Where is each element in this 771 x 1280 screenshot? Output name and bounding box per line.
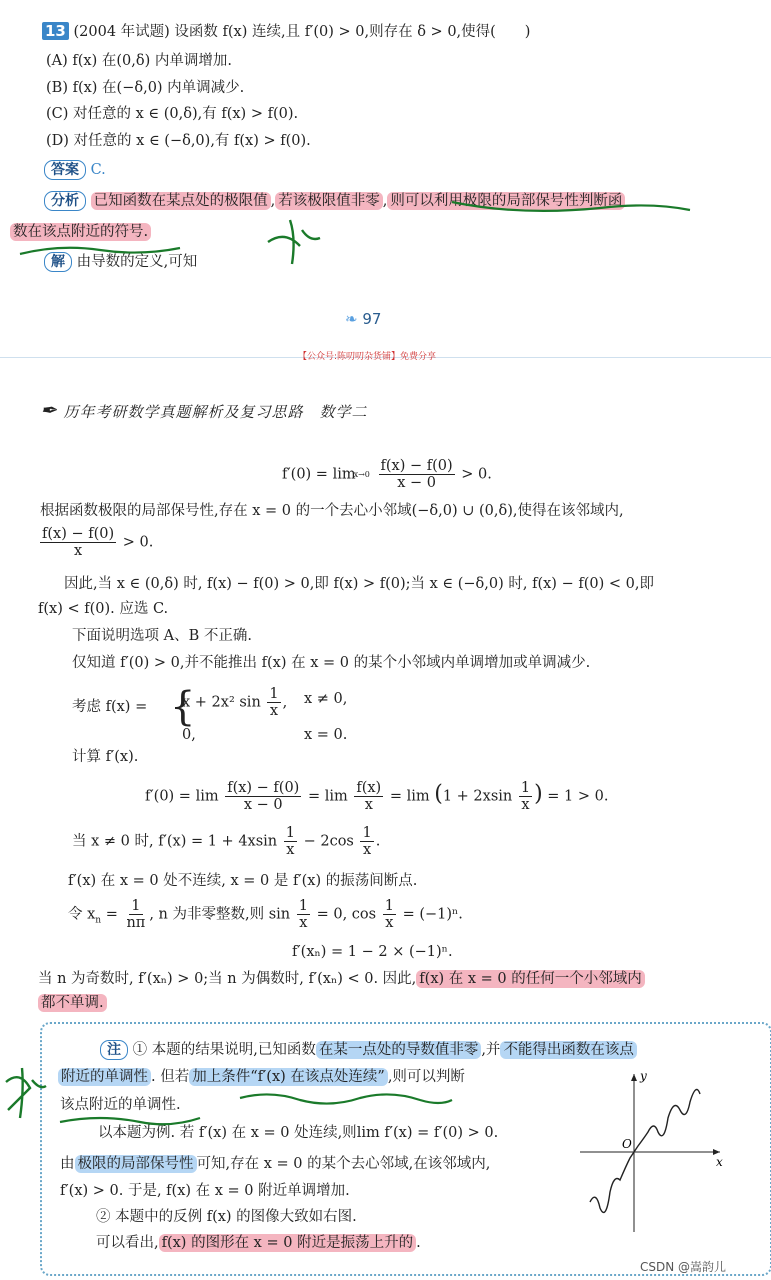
- equation-3: f′(xₙ) = 1 − 2 × (−1)ⁿ.: [292, 944, 453, 960]
- answer-label: 答案: [44, 160, 86, 180]
- paragraph-6: 计算 f′(x).: [72, 749, 139, 765]
- analysis-line-2: 数在该点附近的符号.: [10, 223, 151, 241]
- y-axis-arrow-icon: [631, 1074, 637, 1081]
- feather-icon: ✒: [40, 398, 58, 422]
- note-line-1: 注 ① 本题的结果说明,已知函数 在某一点处的导数值非零 ,并 不能得出函数在该点: [100, 1040, 637, 1060]
- question-stem: 13 (2004 年试题) 设函数 f(x) 连续,且 f′(0) > 0,则存在 δ > 0,使得( ): [42, 22, 530, 41]
- note-line-6: f′(x) > 0. 于是, f(x) 在 x = 0 附近单调增加.: [60, 1183, 350, 1199]
- x-axis-label: x: [716, 1155, 723, 1169]
- paragraph-3: 下面说明选项 A、B 不正确.: [72, 628, 252, 644]
- paragraph-7: 当 x ≠ 0 时, f′(x) = 1 + 4xsin $\frac{1}{x}$ − 2cos $\frac{1}{x}$ .: [72, 825, 381, 858]
- option-c: (C) 对任意的 x ∈ (0,δ),有 f(x) > f(0).: [46, 106, 299, 122]
- analysis-label: 分析: [44, 191, 86, 211]
- note-line-5: 由 极限的局部保号性 可知,存在 x = 0 的某个去心邻域,在该邻域内,: [60, 1156, 491, 1172]
- note-line-2: 附近的单调性 . 但若 加上条件“f′(x) 在该点处连续” ,则可以判断: [58, 1068, 465, 1086]
- paragraph-2b: f(x) < f(0). 应选 C.: [38, 601, 169, 617]
- page-number: ❧ 97: [345, 310, 382, 328]
- paragraph-1b: $\frac{f(x) - f(0)}{x}$ > 0.: [42, 526, 154, 559]
- y-axis-label: y: [640, 1069, 647, 1083]
- answer-line: [44, 160, 106, 180]
- paragraph-4: 仅知道 f′(0) > 0,并不能推出 f(x) 在 x = 0 的某个小邻域内单调增加或单调减少.: [72, 655, 591, 671]
- oscillating-curve: [590, 1090, 700, 1213]
- function-graph: [570, 1062, 730, 1242]
- paragraph-2: 因此,当 x ∈ (0,δ) 时, f(x) − f(0) > 0,即 f(x) > f(0);当 x ∈ (−δ,0) 时, f(x) − f(0) < 0,即: [64, 576, 654, 592]
- paragraph-10b: 都不单调.: [38, 994, 107, 1012]
- paragraph-1: 根据函数极限的局部保号性,存在 x = 0 的一个去心小邻域(−δ,0) ∪ (0,δ),使得在该邻域内,: [40, 503, 624, 519]
- page-header: ✒ 历年考研数学真题解析及复习思路 数学二: [40, 398, 368, 422]
- answer-value: C.: [90, 162, 106, 178]
- note-line-8: 可以看出, f(x) 的图形在 x = 0 附近是振荡上升的 .: [96, 1235, 421, 1251]
- solution-label: 解: [44, 252, 72, 272]
- equation-2: f′(0) = lim $\frac{f(x) - f(0)}{x - 0}$ = lim $\frac{f(x)}{x}$ = lim (1 + 2xsin $\frac{1}{x}$ ) = 1 > 0.: [145, 780, 609, 813]
- note-line-7: ② 本题中的反例 f(x) 的图像大致如右图.: [96, 1209, 357, 1225]
- equation-1: f′(0) = lim x→0 $\frac{f(x) - f(0)}{x - 0}$ > 0.: [282, 458, 492, 491]
- note-label: 注: [100, 1040, 128, 1060]
- analysis-line: 分析 已知函数在某点处的极限值 , 若该极限值非零 , 则可以利用极限的局部保号性判断函: [44, 191, 625, 211]
- footer-note: 【公众号:陈叨叨杂货铺】免费分享: [298, 352, 437, 362]
- option-a: (A) f(x) 在(0,δ) 内单调增加.: [46, 53, 232, 69]
- paragraph-9: 令 $x_n$ = $\frac{1}{n\pi}$ , n 为非零整数,则 sin $\frac{1}{x}$ = 0, cos $\frac{1}{x}$ = (−1)ⁿ.: [68, 898, 463, 931]
- question-number: 13: [42, 22, 69, 40]
- option-d: (D) 对任意的 x ∈ (−δ,0),有 f(x) > f(0).: [46, 133, 311, 149]
- paragraph-8: f′(x) 在 x = 0 处不连续, x = 0 是 f′(x) 的振荡间断点.: [68, 873, 418, 889]
- option-b: (B) f(x) 在(−δ,0) 内单调减少.: [46, 80, 245, 96]
- origin-label: O: [622, 1137, 632, 1151]
- note-line-3: 该点附近的单调性.: [60, 1097, 181, 1113]
- watermark: CSDN @嵩韵儿: [640, 1260, 727, 1274]
- paragraph-10: 当 n 为奇数时, f′(xₙ) > 0;当 n 为偶数时, f′(xₙ) < 0. 因此, f(x) 在 x = 0 的任何一个小邻域内: [38, 970, 645, 988]
- solution-line: 解 由导数的定义,可知: [44, 252, 197, 272]
- note-line-4: 以本题为例. 若 f′(x) 在 x = 0 处连续,则lim f′(x) = f′(0) > 0.: [98, 1125, 499, 1141]
- handwriting-underlines-top: [0, 190, 771, 270]
